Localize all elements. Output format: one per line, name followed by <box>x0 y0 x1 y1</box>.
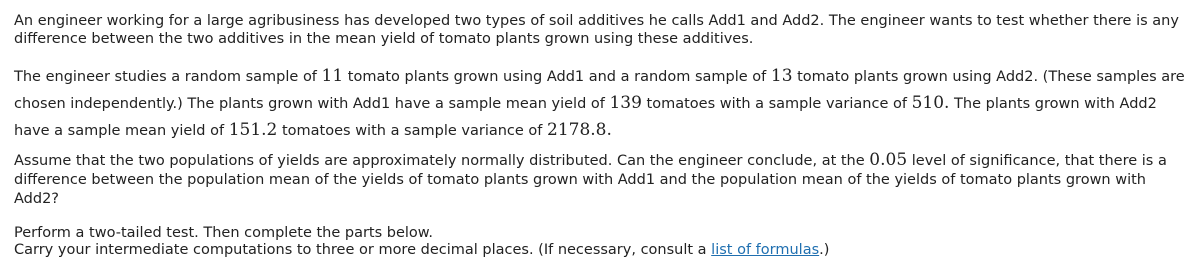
instruction-line-2-text: Carry your intermediate computations to three or more decimal places. (If necessary, consult a <box>14 242 712 258</box>
study-text-3: tomato plants grown using Add2. (These samples are chosen independently.) The plants grown with Add1 have a sample mean yield of <box>14 69 1185 112</box>
study-text-1: The engineer studies a random sample of <box>14 69 322 85</box>
problem-intro <box>14 12 1190 48</box>
study-text-4: tomatoes with a sample variance of <box>641 96 912 112</box>
study-text-2: tomato plants grown using Add1 and a random sample of <box>343 69 771 85</box>
sample-mean-add2: 151.2 <box>228 120 278 140</box>
study-text-6: tomatoes with a sample variance of <box>277 123 548 139</box>
sample-size-add2: 13 <box>770 66 793 86</box>
sample-mean-add1: 139 <box>609 93 642 113</box>
sample-variance-add1: 510. <box>911 93 950 113</box>
sample-description <box>14 63 1190 144</box>
intro-text: An engineer working for a large agribusiness has developed two types of soil additives he calls Add1 and Add2. The engineer wants to test whether there is any difference between the two additives in the mean yield of tomato plants grown using these additives. <box>14 13 1179 47</box>
question-text-2: level of significance, that there is a difference between the population mean of the yields of tomato plants grown with Add1 and the population mean of the yields of tomato plants grown with Add2? <box>14 153 1167 207</box>
significance-level: 0.05 <box>869 150 908 170</box>
instruction-line-2 <box>14 242 1190 259</box>
hypothesis-question <box>14 151 1190 209</box>
list-of-formulas-link[interactable]: list of formulas <box>711 242 820 258</box>
instruction-line-2-end: .) <box>819 242 830 258</box>
instructions <box>14 225 1190 259</box>
question-text-1: Assume that the two populations of yields are approximately normally distributed. Can the engineer conclude, at the <box>14 153 870 169</box>
instruction-line-1: Perform a two-tailed test. Then complete the parts below. <box>14 225 433 241</box>
sample-variance-add2: 2178.8. <box>547 120 612 140</box>
sample-size-add1: 11 <box>321 66 344 86</box>
study-text-5: The plants grown with Add2 have a sample mean yield of <box>14 96 1157 139</box>
